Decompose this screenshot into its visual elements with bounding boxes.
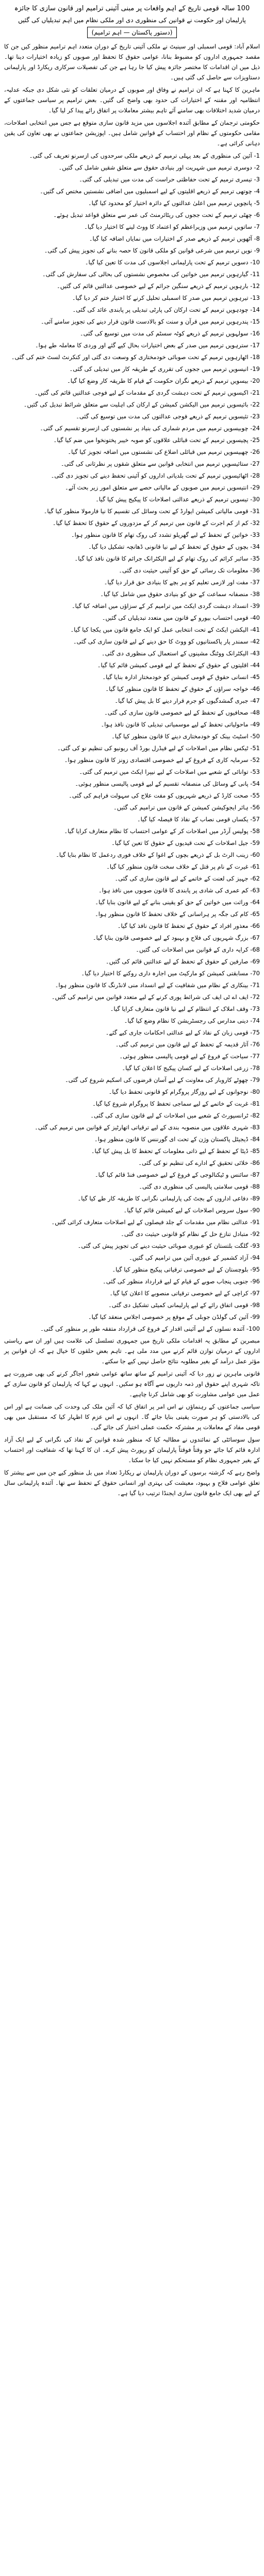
list-item: 46- خواجہ سراؤں کے حقوق کے تحفظ کا قانون منظور کیا گیا۔ (105, 685, 260, 692)
boxed-caption-wrap (4, 27, 260, 38)
list-item: 24- چوبیسویں ترمیم میں مردم شماری کی بنیاد پر نشستوں کی ازسرنو تقسیم کی گئی۔ (40, 425, 260, 432)
list-item: 82- ٹرانسپورٹ کے شعبے میں اصلاحات کے لیے قانون سازی کی گئی۔ (90, 1112, 260, 1119)
list-item: 93- گلگت بلتستان کو عبوری صوبائی حیثیت دینے کی تجویز پیش کی گئی۔ (77, 1242, 260, 1249)
list-item: 4- چوتھی ترمیم کے ذریعے اقلیتوں کے لیے اسمبلیوں میں اضافی نشستیں مختص کی گئیں۔ (40, 188, 260, 195)
list-item: 88- قومی سلامتی پالیسی کی منظوری دی گئی۔ (139, 1183, 260, 1190)
list-item: 69- صارفین کے حقوق کے تحفظ کے لیے عدالتیں قائم کی گئیں۔ (105, 958, 260, 965)
list-item: 42- سمندر پار پاکستانیوں کو ووٹ کا حق دینے کے لیے قانون سازی کی گئی۔ (73, 638, 260, 645)
list-item: 21- اکیسویں ترمیم کے تحت دہشت گردی کے مقدمات کے لیے فوجی عدالتیں قائم کی گئیں۔ (34, 389, 260, 396)
list-item: 87- سائنس و ٹیکنالوجی کے فروغ کے لیے خصوصی فنڈ قائم کیا گیا۔ (94, 1171, 260, 1178)
list-item: 11- گیارہویں ترمیم میں خواتین کی مخصوص نشستوں کی بحالی کی سفارش کی گئی۔ (42, 270, 260, 278)
list-item: 28- اٹھائیسویں ترمیم کے تحت بلدیاتی اداروں کو آئینی تحفظ دینے کی تجویز دی گئی۔ (51, 472, 260, 479)
list-item: 34- بچوں کے حقوق کے تحفظ کے لیے نیا قانونی ڈھانچہ تشکیل دیا گیا۔ (88, 543, 260, 550)
numbered-list (4, 150, 260, 1334)
list-item: 43- الیکٹرانک ووٹنگ مشینوں کے استعمال کی منظوری دی گئی۔ (101, 650, 260, 657)
closing-paragraph: واضح رہے کہ گزشتہ برسوں کے دوران پارلیمان نے ریکارڈ تعداد میں بل منظور کیے جن میں سے بیشتر کا تعلق عوامی فلاح و بہبود، معیشت کی بہتری اور انسانی حقوق کے تحفظ سے تھا۔ آئندہ پارلیمانی سال کے لیے بھی ایک جامع قانون سازی ایجنڈا ترتیب دیا گیا ہے۔ (4, 1469, 260, 1497)
list-item: 32- کم از کم اجرت کے قانون میں ترمیم کر کے مزدوروں کے حقوق کا تحفظ کیا گیا۔ (52, 519, 260, 527)
closing-paragraph: سیاسی جماعتوں کے رہنماؤں نے اس امر پر اتفاق کیا کہ آئین ملک کی وحدت کی ضمانت ہے اور اس کی بالادستی کو ہر صورت یقینی بنایا جائے گا۔ انہوں نے اس عزم کا اظہار کیا کہ مستقبل میں بھی قومی مفاد کے معاملات پر مشترکہ حکمت عملی اختیار کی جائے گی۔ (4, 1403, 260, 1431)
list-item: 63- کم عمری کی شادی پر پابندی کا قانون صوبوں میں نافذ ہوا۔ (98, 887, 260, 894)
list-item: 53- توانائی کے شعبے میں اصلاحات کے لیے نیپرا ایکٹ میں ترمیم کی گئی۔ (79, 768, 260, 775)
list-item: 26- چھبیسویں ترمیم میں قبائلی اضلاع کی نشستوں میں اضافہ تجویز کیا گیا۔ (68, 448, 260, 455)
list-item: 73- وقف املاک کے انتظام کے لیے نیا قانون متعارف کرایا گیا۔ (110, 1005, 260, 1012)
list-item: 86- خلائی تحقیق کے ادارے کی تنظیم نو کی گئی۔ (138, 1159, 260, 1166)
list-item: 52- سرمایہ کاری کے فروغ کے لیے خصوصی اقتصادی زونز کا قانون منظور ہوا۔ (64, 756, 260, 764)
list-item: 50- اسٹیٹ بینک کو خودمختاری دینے کا قانون منظور کیا گیا۔ (111, 733, 260, 740)
list-item: 2- دوسری ترمیم میں شہریت اور بنیادی حقوق سے متعلق شقیں شامل کی گئیں۔ (58, 164, 260, 171)
list-item: 61- غیرت کے نام پر قتل کے خلاف سخت قانون منظور کیا گیا۔ (106, 863, 260, 870)
list-item: 89- دفاعی اداروں کے بجٹ کی پارلیمانی نگرانی کا طریقہ کار طے کیا گیا۔ (77, 1195, 260, 1202)
list-item: 97- کراچی کے لیے خصوصی ترقیاتی منصوبے کا اعلان کیا گیا۔ (109, 1290, 260, 1297)
list-item: 94- آزاد کشمیر کے عبوری آئین میں ترامیم کی گئیں۔ (129, 1254, 260, 1261)
list-item: 59- جیل اصلاحات کے تحت قیدیوں کے حقوق کا تعین کیا گیا۔ (111, 839, 260, 846)
list-item: 76- آثار قدیمہ کے تحفظ کے لیے قانون میں ترمیم کی گئی۔ (115, 1041, 260, 1048)
list-item: 12- بارہویں ترمیم کے ذریعے سنگین جرائم کے لیے خصوصی عدالتیں قائم کی گئیں۔ (56, 282, 260, 290)
closing-paragraph: سول سوسائٹی کے نمائندوں نے مطالبہ کیا کہ منظور شدہ قوانین کے نفاذ کی نگرانی کے لیے ایک آزاد ادارہ قائم کیا جائے جو وقتاً فوقتاً پارلیمان کو رپورٹ پیش کرے۔ ان کا کہنا تھا کہ شفافیت اور احتساب کے بغیر جمہوری نظام کو مستحکم نہیں کیا جا سکتا۔ (4, 1436, 260, 1464)
list-item: 81- غربت کے خاتمے کے لیے سماجی تحفظ کا پروگرام شروع کیا گیا۔ (92, 1100, 260, 1107)
list-item: 70- مسابقتی کمیشن کو مارکیٹ میں اجارہ داری روکنے کا اختیار دیا گیا۔ (81, 970, 260, 977)
list-item: 56- ہائر ایجوکیشن کمیشن کے قانون میں ترامیم کی گئیں۔ (113, 804, 260, 811)
list-item: 58- پولیس آرڈر میں اصلاحات کر کے عوامی احتساب کا نظام متعارف کرایا گیا۔ (64, 827, 260, 835)
list-item: 18- اٹھارہویں ترمیم کے تحت صوبائی خودمختاری کو وسعت دی گئی اور کنکرنٹ لسٹ ختم کی گئی۔ (11, 353, 260, 361)
list-item: 25- پچیسویں ترمیم کے تحت قبائلی علاقوں کو صوبہ خیبر پختونخوا میں ضم کیا گیا۔ (53, 436, 260, 444)
list-item: 55- صحت کارڈ کے ذریعے شہریوں کو مفت علاج کی سہولت فراہم کی گئی۔ (69, 792, 260, 799)
intro-paragraph: اسلام آباد: قومی اسمبلی اور سینیٹ نے ملکی آئینی تاریخ کے دوران متعدد اہم ترامیم منظور کیں جن کا مقصد جمہوری اداروں کو مضبوط بنانا، عوامی حقوق کا تحفظ اور صوبوں کو زیادہ اختیارات دینا تھا۔ ذیل میں ان اقدامات کا مختصر جائزہ پیش کیا جا رہا ہے جن کی تفصیلات سرکاری ریکارڈ اور پارلیمانی دستاویزات سے حاصل کی گئی ہیں۔ (4, 43, 260, 81)
list-item: 35- سائبر کرائم کی روک تھام کے لیے الیکٹرانک جرائم کا قانون نافذ کیا گیا۔ (74, 555, 260, 562)
closing-paragraph: قانونی ماہرین نے زور دیا کہ آئینی ترامیم کے ساتھ ساتھ عوامی شعور اجاگر کرنے کی بھی ضرورت ہے تاکہ شہری اپنے حقوق اور ذمہ داریوں سے آگاہ ہو سکیں۔ انہوں نے کہا کہ پارلیمان کو قانون سازی کے عمل میں عوامی مشاورت کو بھی شامل کرنا چاہیے۔ (4, 1370, 260, 1398)
list-item: 44- اقلیتوں کے حقوق کے تحفظ کے لیے قومی کمیشن قائم کیا گیا۔ (97, 662, 260, 669)
list-item: 90- سول سروس اصلاحات کے لیے کمیشن قائم کیا گیا۔ (123, 1207, 260, 1214)
article-subheadline: پارلیمان اور حکومت نے قوانین کی منظوری دی اور ملکی نظام میں اہم تبدیلیاں کی گئیں (18, 16, 246, 24)
list-item: 10- دسویں ترمیم کے تحت پارلیمانی اجلاسوں کی مدت کا تعین کیا گیا۔ (85, 259, 260, 266)
list-item: 29- انتیسویں ترمیم میں صوبوں کے مالیاتی حصے سے متعلق امور زیر بحث آئے۔ (65, 484, 260, 491)
list-item: 5- پانچویں ترمیم میں اعلیٰ عدالتوں کے دائرہ اختیار کو محدود کیا گیا۔ (88, 199, 260, 207)
list-item: 47- جبری گمشدگیوں کو جرم قرار دینے کا بل پیش کیا گیا۔ (114, 697, 260, 704)
list-item: 72- ایف اے ٹی ایف کی شرائط پوری کرنے کے لیے متعدد قوانین میں ترامیم کی گئیں۔ (51, 993, 260, 1001)
list-item: 92- متبادل تنازع حل کے نظام کو قانونی حیثیت دی گئی۔ (121, 1230, 260, 1238)
list-item: 23- تئیسویں ترمیم کے ذریعے فوجی عدالتوں کی مدت میں توسیع کی گئی۔ (76, 413, 260, 420)
list-item: 40- قومی احتساب بیورو کے قانون میں متعدد تبدیلیاں کی گئیں۔ (102, 614, 260, 621)
list-item: 68- کرایہ داری کے قوانین میں اصلاحات کی گئیں۔ (136, 946, 260, 953)
list-item: 98- قومی اتفاق رائے کے لیے پارلیمانی کمیٹی تشکیل دی گئی۔ (108, 1301, 260, 1309)
list-item: 31- قومی مالیاتی کمیشن ایوارڈ کے تحت وسائل کی تقسیم کا نیا فارمولا منظور کیا گیا۔ (43, 507, 260, 515)
list-item: 99- آئین کی گولڈن جوبلی کے موقع پر خصوصی اجلاس منعقد کیا گیا۔ (88, 1313, 260, 1320)
closing-section (4, 1335, 260, 1498)
list-item: 77- سیاحت کے فروغ کے لیے قومی پالیسی منظور ہوئی۔ (119, 1053, 260, 1060)
list-item: 79- چھوٹے کاروبار کی معاونت کے لیے آسان قرضوں کی اسکیم شروع کی گئی۔ (64, 1076, 260, 1083)
list-item: 8- آٹھویں ترمیم کے ذریعے صدر کے اختیارات میں نمایاں اضافہ کیا گیا۔ (89, 235, 260, 242)
list-item: 20- بیسویں ترمیم کے ذریعے نگران حکومت کے قیام کا طریقہ کار وضع کیا گیا۔ (67, 377, 260, 384)
list-item: 14- چودہویں ترمیم کے تحت ارکان کی پارٹی تبدیلی پر پابندی عائد کی گئی۔ (72, 306, 260, 313)
list-item: 95- بلوچستان کے لیے خصوصی ترقیاتی پیکیج منظور کیا گیا۔ (112, 1266, 260, 1273)
list-item: 80- نوجوانوں کے لیے روزگار پروگرام کو قانونی تحفظ دیا گیا۔ (108, 1088, 260, 1095)
list-item: 45- انسانی حقوق کے قومی کمیشن کو خودمختار ادارہ بنایا گیا۔ (102, 673, 260, 681)
list-item: 71- بینکاری کے نظام میں شفافیت کے لیے انسداد منی لانڈرنگ کا قانون منظور ہوا۔ (55, 981, 260, 989)
list-item: 64- وراثت میں خواتین کے حق کو یقینی بنانے کے لیے قانون بنایا گیا۔ (95, 899, 260, 906)
list-item: 38- منصفانہ سماعت کے حق کو بنیادی حقوق میں شامل کیا گیا۔ (100, 590, 260, 598)
list-item: 78- زرعی اصلاحات کے لیے کسان پیکیج کا اعلان کیا گیا۔ (122, 1064, 260, 1072)
list-item: 7- ساتویں ترمیم میں وزیراعظم کو اعتماد کا ووٹ لینے کا اختیار دیا گیا۔ (84, 223, 260, 230)
list-item: 57- یکساں قومی نصاب کے نفاذ کا فیصلہ کیا گیا۔ (137, 816, 260, 823)
list-item: 37- مفت اور لازمی تعلیم کو ہر بچے کا بنیادی حق قرار دیا گیا۔ (104, 579, 260, 586)
list-item: 49- ماحولیاتی تحفظ کے لیے موسمیاتی تبدیلی کا قانون نافذ ہوا۔ (101, 721, 260, 728)
list-item: 100- آئندہ نسلوں کے لیے آئینی اقدار کے فروغ کی قرارداد متفقہ طور پر منظور کی گئی۔ (40, 1325, 260, 1332)
list-item: 67- بزرگ شہریوں کی فلاح و بہبود کے لیے خصوصی قانون بنایا گیا۔ (92, 934, 260, 941)
list-item: 91- عدالتی نظام میں مقدمات کے جلد فیصلوں کے لیے اصلاحات متعارف کرائی گئیں۔ (51, 1218, 260, 1226)
list-item: 65- کام کی جگہ پر ہراسانی کے خلاف تحفظ کا قانون منظور ہوا۔ (95, 910, 260, 918)
list-item: 15- پندرہویں ترمیم میں قرآن و سنت کو بالادست قانون قرار دینے کی تجویز سامنے آئی۔ (40, 318, 260, 325)
list-item: 84- ڈیجیٹل پاکستان وژن کے تحت ای گورننس کا قانون منظور ہوا۔ (94, 1136, 260, 1143)
list-item: 39- انسداد دہشت گردی ایکٹ میں ترامیم کر کے سزاؤں میں اضافہ کیا گیا۔ (71, 602, 260, 609)
list-item: 83- شہری علاقوں میں منصوبہ بندی کے لیے ترقیاتی اتھارٹیز کے قوانین میں ترمیم کی گئی۔ (35, 1124, 260, 1131)
list-item: 30- تیسویں ترمیم کے ذریعے عدالتی اصلاحات کا پیکیج پیش کیا گیا۔ (95, 496, 260, 503)
list-item: 16- سولہویں ترمیم کے ذریعے کوٹہ سسٹم کی مدت میں توسیع کی گئی۔ (79, 330, 260, 337)
list-item: 17- سترہویں ترمیم میں صدر کے بعض اختیارات بحال کیے گئے اور وردی کا معاملہ طے ہوا۔ (35, 342, 260, 349)
closing-paragraph: مبصرین کے مطابق یہ اقدامات ملکی تاریخ میں جمہوری تسلسل کی علامت ہیں اور ان سے ریاستی اداروں کے درمیان توازن قائم کرنے میں مدد ملی ہے۔ تاہم بعض حلقوں کا خیال ہے کہ ان قوانین پر مؤثر عمل درآمد کے بغیر مطلوبہ نتائج حاصل نہیں کیے جا سکتے۔ (4, 1337, 260, 1365)
list-item: 3- تیسری ترمیم کے تحت حفاظتی حراست کی مدت میں تبدیلی کی گئی۔ (79, 176, 260, 183)
list-item: 51- ٹیکس نظام میں اصلاحات کے لیے فیڈرل بورڈ آف ریونیو کی تنظیم نو کی گئی۔ (57, 744, 260, 752)
list-item: 41- الیکشن ایکٹ کے تحت انتخابی عمل کو ایک جامع قانون میں یکجا کیا گیا۔ (70, 626, 260, 633)
article-headline: 100 سالہ قومی تاریخ کے اہم واقعات پر مبنی آئینی ترامیم اور قانون سازی کا جائزہ (14, 5, 250, 12)
intro-section (4, 41, 260, 148)
list-item: 48- صحافیوں کے تحفظ کے لیے خصوصی قانون سازی کی گئی۔ (104, 709, 260, 716)
list-item: 13- تیرہویں ترمیم میں صدر کا اسمبلی تحلیل کرنے کا اختیار ختم کر دیا گیا۔ (72, 294, 260, 301)
boxed-caption: (دستور پاکستان — اہم ترامیم) (87, 27, 177, 38)
list-item: 60- زینب الرٹ بل کے ذریعے بچوں کے اغوا کے خلاف فوری ردعمل کا نظام بنایا گیا۔ (56, 851, 260, 858)
list-item: 6- چھٹی ترمیم کے تحت ججوں کی ریٹائرمنٹ کی عمر سے متعلق قواعد تبدیل ہوئے۔ (53, 211, 260, 218)
list-item: 19- انیسویں ترمیم میں ججوں کی تقرری کے طریقہ کار میں تبدیلی کی گئی۔ (69, 365, 260, 372)
list-item: 27- ستائیسویں ترمیم میں انتخابی قوانین سے متعلق شقوں پر نظرثانی کی گئی۔ (60, 460, 260, 467)
list-item: 33- خواتین کے تحفظ کے لیے گھریلو تشدد کی روک تھام کا قانون منظور ہوا۔ (71, 531, 260, 538)
intro-paragraph: ماہرین کا کہنا ہے کہ ان ترامیم نے وفاق اور صوبوں کے درمیان تعلقات کو نئی شکل دی جبکہ عدلیہ، انتظامیہ اور مقننہ کے اختیارات کی حدود بھی واضح کی گئیں۔ بعض ترامیم پر سیاسی جماعتوں کے درمیان شدید اختلافات بھی سامنے آئے تاہم بیشتر معاملات پر اتفاق رائے پیدا کر لیا گیا۔ (4, 86, 260, 114)
list-item: 66- معذور افراد کے حقوق کے تحفظ کا قانون نافذ کیا گیا۔ (117, 922, 260, 929)
list-item: 22- بائیسویں ترمیم میں الیکشن کمیشن کے ارکان کی اہلیت سے متعلق شرائط تبدیل کی گئیں۔ (23, 401, 260, 408)
list-item: 1- آئین کی منظوری کے بعد پہلی ترمیم کے ذریعے ملکی سرحدوں کی ازسرنو تعریف کی گئی۔ (29, 152, 260, 159)
intro-paragraph: حکومتی ترجمان کے مطابق آئندہ اجلاسوں میں مزید قانون سازی متوقع ہے جس میں انتخابی اصلاحات، مقامی حکومتوں کے نظام اور احتساب کے قوانین شامل ہیں۔ اپوزیشن جماعتوں نے بھی تعاون کی یقین دہانی کرائی ہے۔ (4, 119, 260, 147)
list-item: 96- جنوبی پنجاب صوبے کے قیام کے لیے قرارداد منظور کی گئی۔ (102, 1278, 260, 1285)
list-item: 54- پانی کے وسائل کی منصفانہ تقسیم کے لیے قومی پالیسی منظور ہوئی۔ (75, 780, 260, 787)
list-item: 74- دینی مدارس کی رجسٹریشن کا نظام وضع کیا گیا۔ (124, 1017, 260, 1024)
list-item: 85- ڈیٹا کے تحفظ کے لیے ذاتی معلومات کے تحفظ کا بل پیش کیا گیا۔ (91, 1147, 260, 1155)
list-item: 75- قومی زبان کے نفاذ کے لیے عدالتی احکامات جاری کیے گئے۔ (105, 1029, 260, 1036)
list-item: 62- جہیز کی لعنت کے خاتمے کے لیے قانون سازی کی گئی۔ (114, 875, 260, 882)
list-item: 9- نویں ترمیم میں شرعی قوانین کو ملکی قانون کا حصہ بنانے کی تجویز پیش کی گئی۔ (44, 247, 260, 254)
list-item: 36- معلومات تک رسائی کے حق کو آئینی حیثیت دی گئی۔ (119, 567, 260, 574)
